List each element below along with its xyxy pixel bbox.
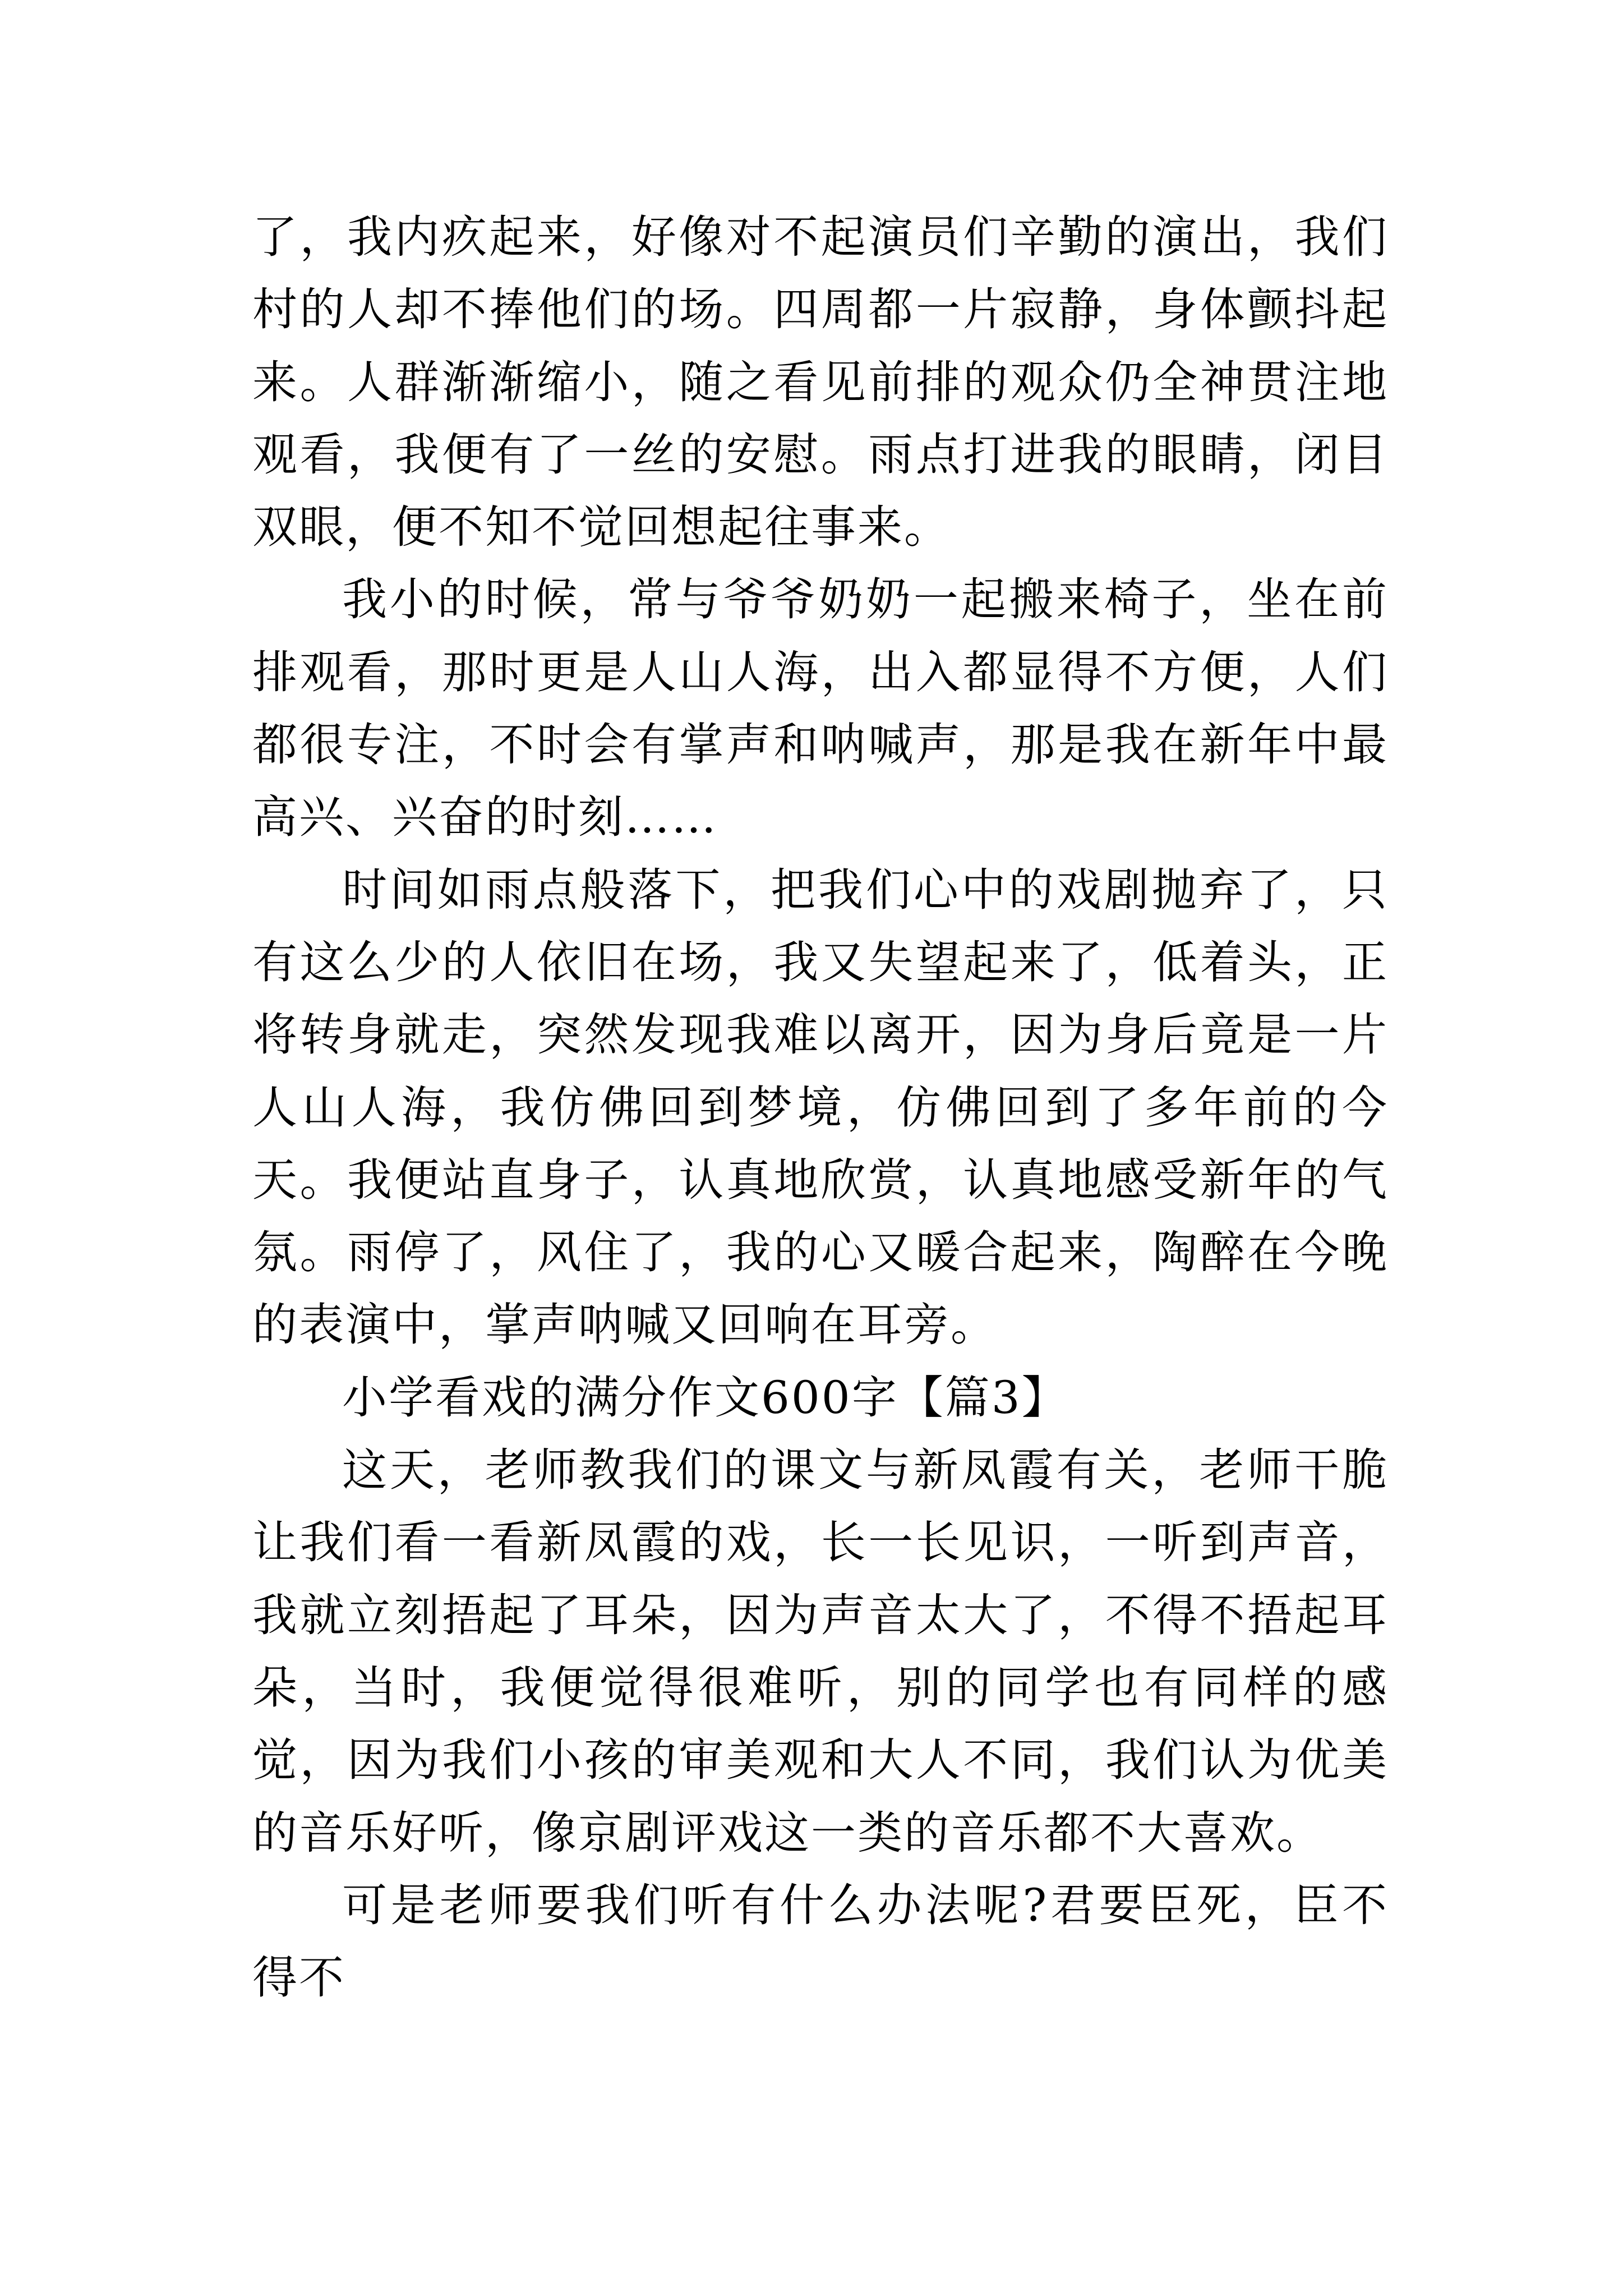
paragraph-3: 时间如雨点般落下，把我们心中的戏剧抛弃了，只有这么少的人依旧在场，我又失望起来了，低着头，正将转身就走，突然发现我难以离开，因为身后竟是一片人山人海，我仿佛回到梦境，仿佛回到了多年前的今天。我便站直身子，认真地欣赏，认真地感受新年的气氛。雨停了，风住了，我的心又暖合起来，陶醉在今晚的表演中，掌声呐喊又回响在耳旁。 <box>252 863 1389 1351</box>
paragraph-2: 我小的时候，常与爷爷奶奶一起搬来椅子，坐在前排观看，那时更是人山人海，出入都显得不方便，人们都很专注，不时会有掌声和呐喊声，那是我在新年中最高兴、兴奋的时刻…… <box>252 573 1389 844</box>
paragraph-1: 了，我内疚起来，好像对不起演员们辛勤的演出，我们村的人却不捧他们的场。四周都一片寂静，身体颤抖起来。人群渐渐缩小，随之看见前排的观众仍全神贯注地观看，我便有了一丝的安慰。雨点打进我的眼睛，闭目双眼，便不知不觉回想起往事来。 <box>252 211 1389 554</box>
paragraph-5: 可是老师要我们听有什么办法呢?君要臣死，臣不得不 <box>252 1879 1389 2004</box>
document-body <box>252 201 1389 2014</box>
paragraph-4: 这天，老师教我们的课文与新凤霞有关，老师干脆让我们看一看新凤霞的戏，长一长见识，一听到声音，我就立刻捂起了耳朵，因为声音太大了，不得不捂起耳朵，当时，我便觉得很难听，别的同学也有同样的感觉，因为我们小孩的审美观和大人不同，我们认为优美的音乐好听，像京剧评戏这一类的音乐都不大喜欢。 <box>252 1444 1389 1859</box>
section-heading: 小学看戏的满分作文600字【篇3】 <box>342 1371 1068 1424</box>
